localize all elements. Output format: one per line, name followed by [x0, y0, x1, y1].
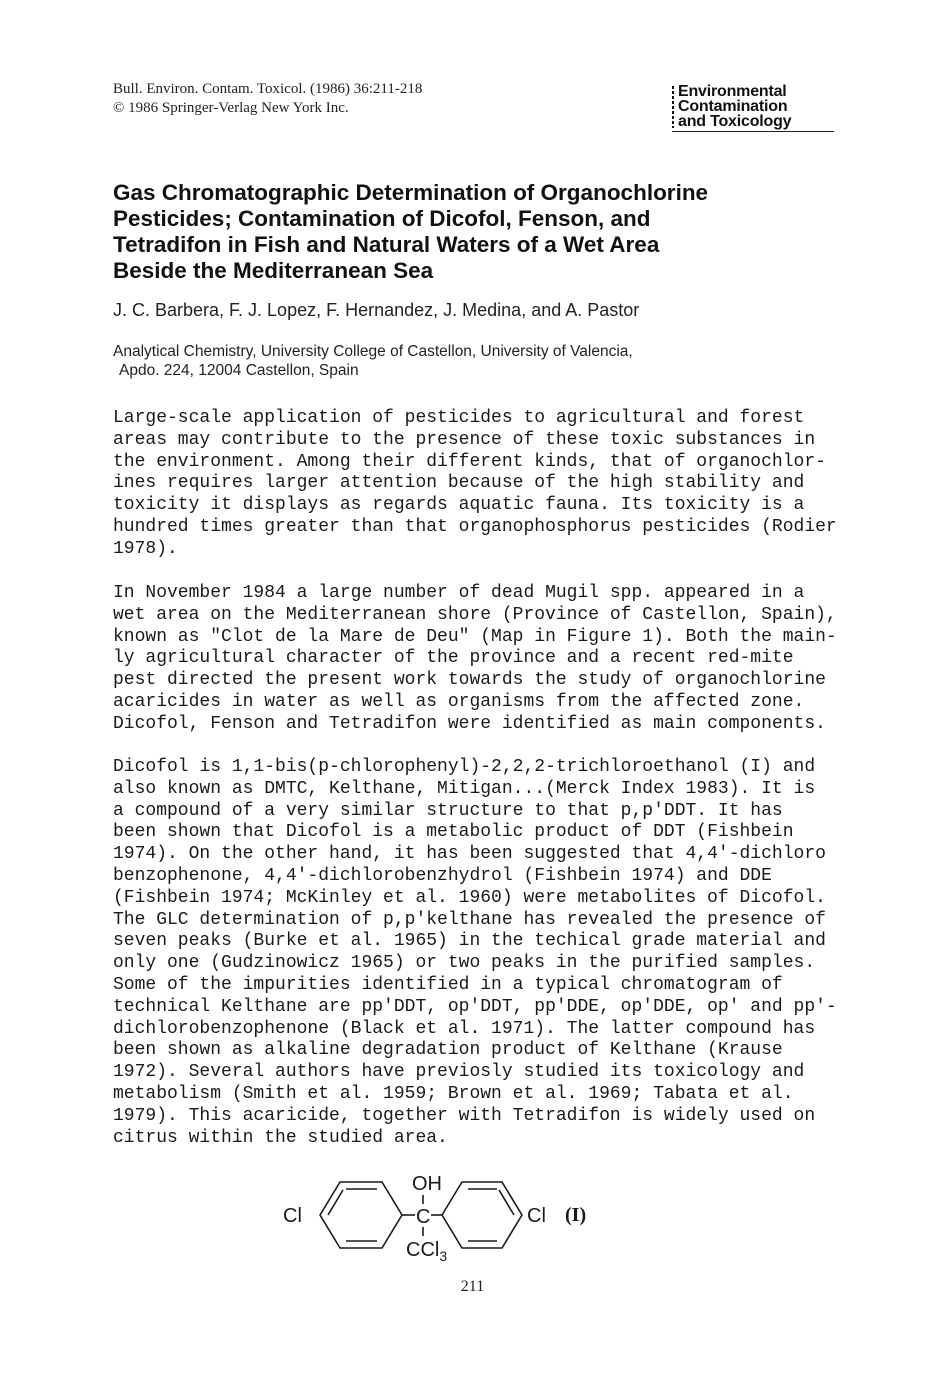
logo-bar — [672, 86, 674, 128]
citation-block — [113, 80, 422, 118]
text-line: The GLC determination of p,p'kelthane has revealed the presence of — [113, 909, 826, 930]
authors: J. C. Barbera, F. J. Lopez, F. Hernandez, J. Medina, and A. Pastor — [113, 300, 640, 320]
left-benzene-ring — [320, 1182, 402, 1248]
title-line: Tetradifon in Fish and Natural Waters of a Wet Area — [113, 232, 660, 257]
text-line: ly agricultural character of the province and a recent red-mite — [113, 648, 794, 669]
dicofol-structure — [280, 1168, 610, 1270]
text-line: the environment. Among their different kinds, that of organochlor- — [113, 451, 826, 472]
text-line: acaricides in water as well as organisms from the affected zone. — [113, 691, 805, 712]
text-line: 1972). Several authors have previosly studied its toxicology and — [113, 1062, 805, 1083]
title-line: Beside the Mediterranean Sea — [113, 258, 434, 283]
text-line: benzophenone, 4,4'-dichlorobenzhydrol (Fishbein 1974) and DDE — [113, 865, 772, 886]
paragraph-dicofol — [113, 757, 853, 1149]
page-number: 211 — [460, 1278, 485, 1295]
text-line: been shown that Dicofol is a metabolic product of DDT (Fishbein — [113, 822, 794, 843]
text-line: In November 1984 a large number of dead Mugil spp. appeared in a — [113, 583, 805, 603]
central-carbon-label: C — [416, 1206, 431, 1228]
hydroxyl-label: OH — [412, 1173, 442, 1195]
text-line: been shown as alkaline degradation product of Kelthane (Krause — [113, 1040, 783, 1061]
journal-logo-line: and Toxicology — [678, 113, 792, 130]
article-title — [113, 180, 833, 284]
text-line: citrus within the studied area. — [113, 1127, 448, 1148]
compound-label: (I) — [565, 1204, 587, 1226]
right-ring-inner-bond — [499, 1190, 514, 1215]
paragraph-introduction — [113, 408, 853, 561]
trichloromethyl-text: CCl — [406, 1239, 440, 1261]
right-chlorine-label: Cl — [527, 1205, 546, 1227]
text-line: toxicity it displays as regards aquatic fauna. Its toxicity is a — [113, 495, 805, 516]
text-line: areas may contribute to the presence of these toxic substances in — [113, 429, 816, 450]
text-line: technical Kelthane are pp'DDT, op'DDT, pp'DDE, op'DDE, op' and pp'- — [113, 996, 837, 1017]
trichloromethyl-subscript: 3 — [439, 1248, 448, 1264]
text-line: only one (Gudzinowicz 1965) or two peaks in the purified samples. — [113, 953, 816, 974]
citation-copyright: © 1986 Springer-Verlag New York Inc. — [113, 100, 349, 116]
text-line: metabolism (Smith et al. 1959; Brown et al. 1969; Tabata et al. — [113, 1083, 794, 1104]
left-ring-inner-bond — [328, 1190, 343, 1215]
text-line: ines requires larger attention because of the high stability and — [113, 473, 805, 494]
journal-logo-line: Environmental — [678, 83, 787, 100]
text-line: pest directed the present work towards the study of organochlorine — [113, 670, 826, 691]
trichloromethyl-label — [406, 1239, 447, 1264]
affiliation-line: Apdo. 224, 12004 Castellon, Spain — [119, 362, 359, 379]
text-line: 1979). This acaricide, together with Tetradifon is widely used on — [113, 1105, 816, 1126]
text-line: wet area on the Mediterranean shore (Province of Castellon, Spain), — [113, 604, 837, 625]
text-line: also known as DMTC, Kelthane, Mitigan...(Merck Index 1983). It is — [113, 778, 816, 799]
paragraph-background — [113, 583, 853, 736]
text-line: 1974). On the other hand, it has been suggested that 4,4'-dichloro — [113, 844, 826, 865]
journal-logo-line: Contamination — [678, 98, 788, 115]
text-line: a compound of a very similar structure to that p,p'DDT. It has — [113, 800, 783, 821]
text-line: (Fishbein 1974; McKinley et al. 1960) were metabolites of Dicofol. — [113, 887, 826, 908]
citation-journal: Bull. Environ. Contam. Toxicol. (1986) 36:211-218 — [113, 81, 423, 97]
affiliation-line: Analytical Chemistry, University College of Castellon, University of Valencia, — [113, 343, 633, 360]
text-line: dichlorobenzophenone (Black et al. 1971). The latter compound has — [113, 1018, 816, 1039]
affiliation — [113, 342, 633, 380]
title-line: Pesticides; Contamination of Dicofol, Fenson, and — [113, 206, 651, 231]
text-line: Dicofol is 1,1-bis(p-chlorophenyl)-2,2,2-trichloroethanol (I) and — [113, 757, 816, 777]
text-line: Some of the impurities identified in a typical chromatogram of — [113, 974, 783, 995]
text-line: hundred times greater than that organophosphorus pesticides (Rodier — [113, 516, 837, 537]
journal-logo — [672, 84, 834, 132]
text-line: seven peaks (Burke et al. 1965) in the techical grade material and — [113, 931, 826, 952]
text-line: Dicofol, Fenson and Tetradifon were identified as main components. — [113, 713, 826, 734]
title-line: Gas Chromatographic Determination of Organochlorine — [113, 180, 709, 205]
left-chlorine-label: Cl — [283, 1205, 302, 1227]
text-line: Large-scale application of pesticides to agricultural and forest — [113, 408, 805, 428]
right-benzene-ring — [442, 1182, 522, 1248]
text-line: 1978). — [113, 538, 178, 559]
text-line: known as "Clot de la Mare de Deu" (Map in Figure 1). Both the main- — [113, 626, 837, 647]
